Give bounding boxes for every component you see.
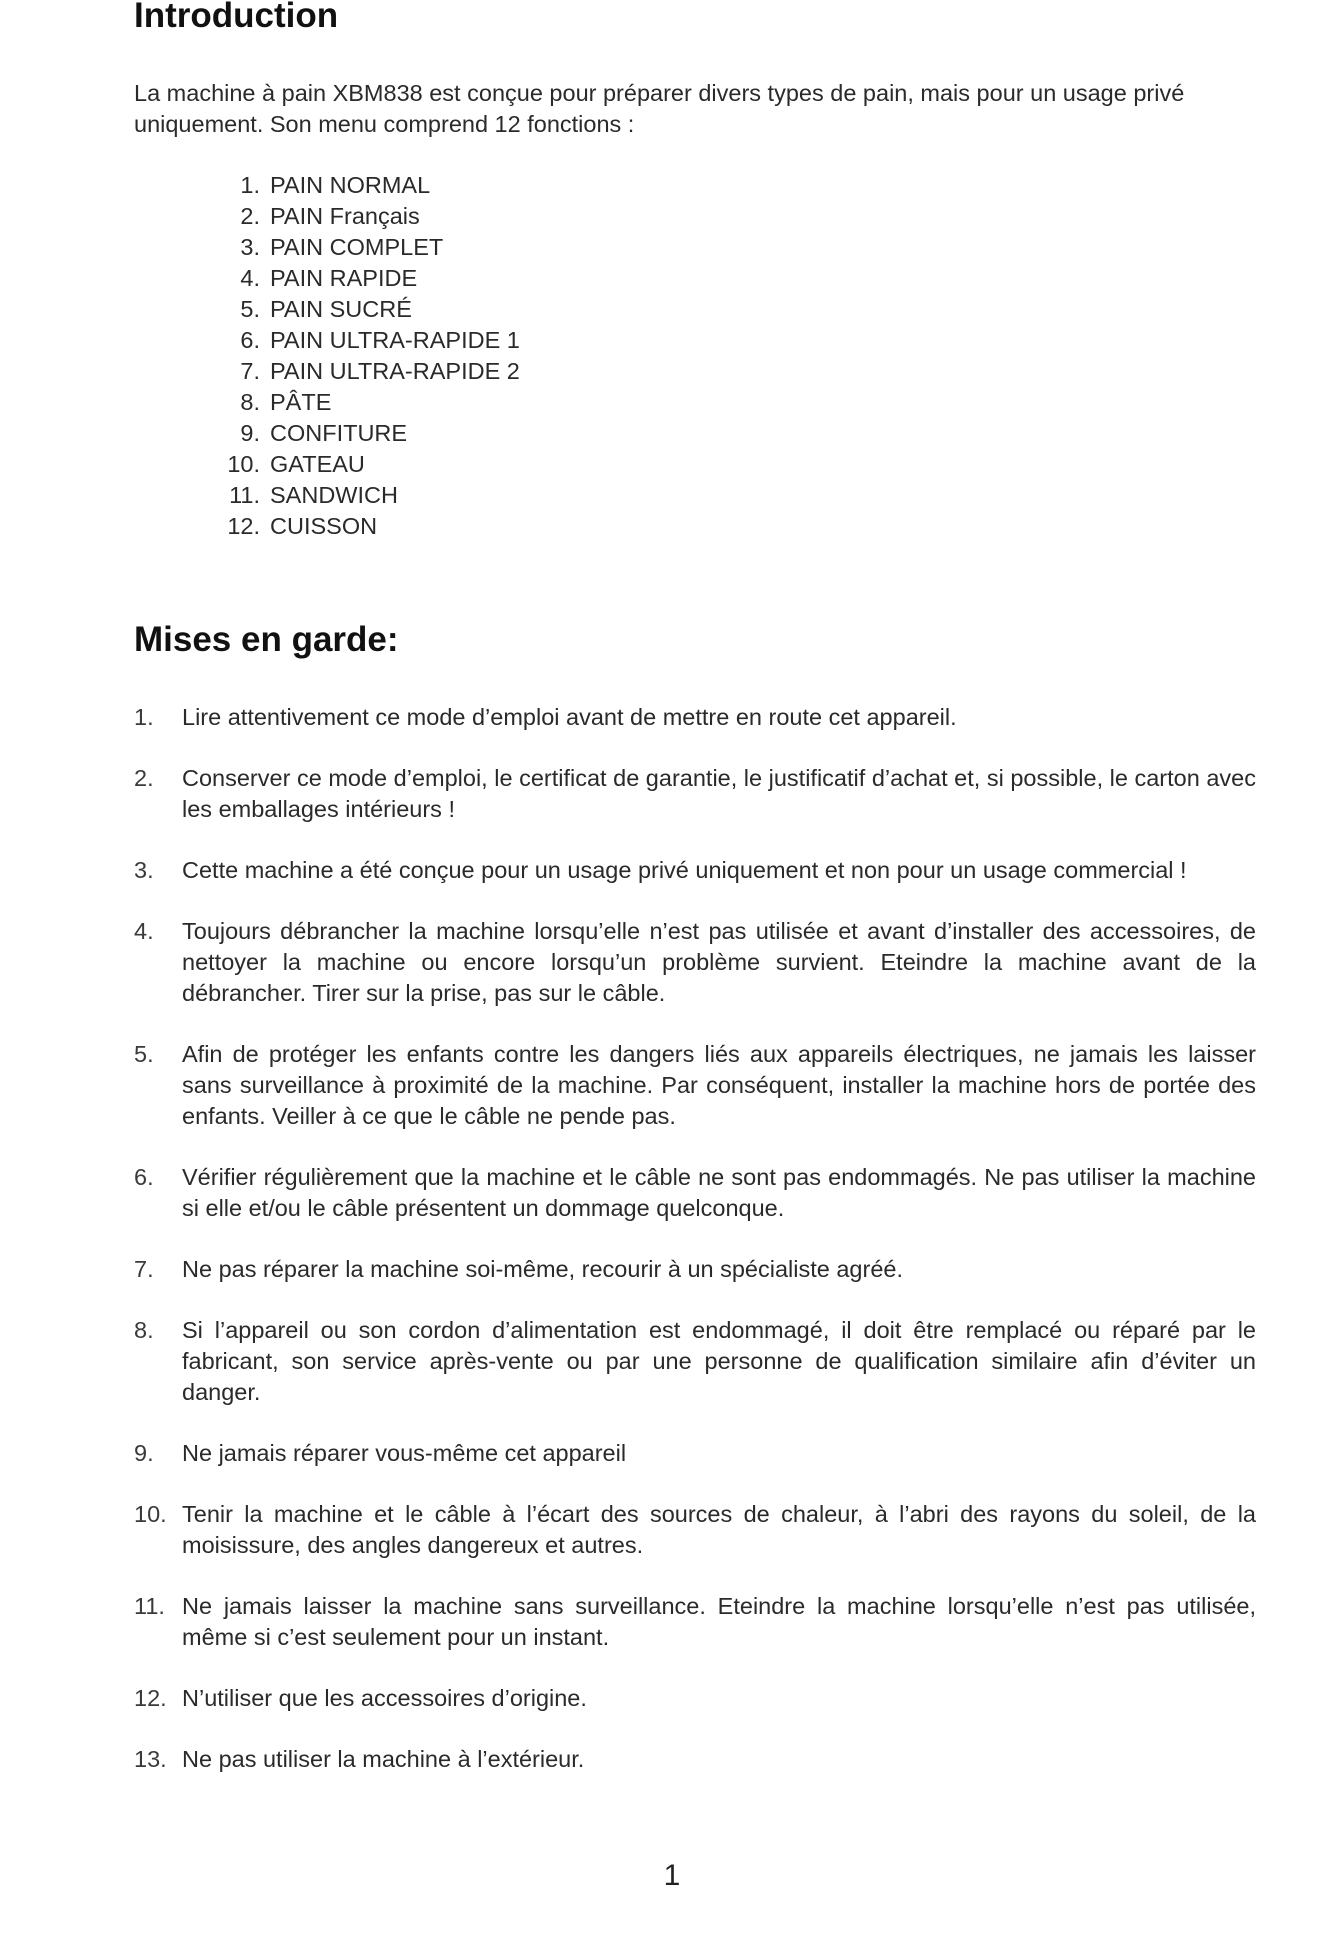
menu-item-number: 11. (229, 482, 260, 508)
warning-text: N’utiliser que les accessoires d’origine. (182, 1685, 587, 1711)
warning-item (134, 763, 1256, 825)
menu-item (226, 170, 520, 201)
warning-text: Lire attentivement ce mode d’emploi avant de mettre en route cet appareil. (182, 704, 957, 730)
menu-item (226, 263, 520, 294)
warning-number: 12. (134, 1685, 167, 1711)
menu-item-label: PAIN RAPIDE (270, 265, 418, 291)
menu-item (226, 387, 520, 418)
menu-item-label: PAIN COMPLET (270, 234, 444, 260)
warning-number: 8. (134, 1317, 154, 1343)
menu-item-number: 10. (227, 451, 260, 477)
menu-item-label: SANDWICH (270, 482, 398, 508)
warning-text: Tenir la machine et le câble à l’écart des sources de chaleur, à l’abri des rayons du soleil, de la moisissure, des angles dangereux et autres. (182, 1501, 1256, 1558)
warning-number: 1. (134, 704, 154, 730)
function-menu-list (226, 170, 520, 542)
warning-text: Vérifier régulièrement que la machine et le câble ne sont pas endommagés. Ne pas utiliser la machine si elle et/ou le câble présentent un dommage quelconque. (182, 1164, 1256, 1221)
menu-item-number: 4. (240, 265, 260, 291)
menu-item-label: PAIN SUCRÉ (270, 296, 412, 322)
warnings-list (134, 702, 1256, 1775)
menu-item-label: CUISSON (270, 513, 378, 539)
warning-item (134, 1315, 1256, 1408)
warning-item (134, 1039, 1256, 1132)
page-number: 1 (663, 1859, 681, 1892)
menu-item-number: 6. (240, 327, 260, 353)
menu-item-label: CONFITURE (270, 420, 408, 446)
menu-item-number: 8. (240, 389, 260, 415)
menu-item (226, 325, 520, 356)
menu-item-label: GATEAU (270, 451, 365, 477)
introduction-paragraph: La machine à pain XBM838 est conçue pour préparer divers types de pain, mais pour un usage privé uniquement. Son menu comprend 12 fonctions : (134, 80, 1185, 137)
warning-item (134, 916, 1256, 1009)
menu-item-label: PÂTE (270, 389, 332, 415)
warning-text: Ne pas réparer la machine soi-même, recourir à un spécialiste agréé. (182, 1256, 903, 1282)
menu-item (226, 449, 520, 480)
warning-number: 11. (134, 1593, 165, 1619)
warning-text: Toujours débrancher la machine lorsqu’elle n’est pas utilisée et avant d’installer des accessoires, de nettoyer la machine ou encore lorsqu’un problème survient. Eteindre la machine avant de la débrancher. Tirer sur la prise, pas sur le câble. (182, 918, 1256, 1006)
warning-number: 9. (134, 1440, 154, 1466)
warning-number: 10. (134, 1501, 167, 1527)
menu-item (226, 511, 520, 542)
warning-item (134, 1499, 1256, 1561)
warning-number: 4. (134, 918, 154, 944)
menu-item (226, 232, 520, 263)
warning-item (134, 1254, 1256, 1285)
warning-item (134, 702, 1256, 733)
warning-item (134, 1683, 1256, 1714)
warning-item (134, 1162, 1256, 1224)
menu-item-number: 9. (240, 420, 260, 446)
warning-text: Conserver ce mode d’emploi, le certificat de garantie, le justificatif d’achat et, si possible, le carton avec les emballages intérieurs ! (182, 765, 1256, 822)
menu-item-number: 7. (240, 358, 260, 384)
warning-item (134, 1438, 1256, 1469)
menu-item-label: PAIN ULTRA-RAPIDE 1 (270, 327, 520, 353)
menu-item (226, 356, 520, 387)
warning-text: Ne pas utiliser la machine à l’extérieur. (182, 1746, 585, 1772)
warning-number: 2. (134, 765, 154, 791)
warning-number: 3. (134, 857, 154, 883)
menu-item (226, 418, 520, 449)
warning-text: Cette machine a été conçue pour un usage privé uniquement et non pour un usage commercial ! (182, 857, 1187, 883)
warning-item (134, 1591, 1256, 1653)
menu-item-number: 2. (240, 203, 260, 229)
introduction-heading: Introduction (134, 0, 339, 35)
menu-item-label: PAIN NORMAL (270, 172, 431, 198)
warning-item (134, 855, 1256, 886)
warning-number: 13. (134, 1746, 167, 1772)
menu-item-number: 5. (240, 296, 260, 322)
menu-item (226, 201, 520, 232)
warning-text: Si l’appareil ou son cordon d’alimentation est endommagé, il doit être remplacé ou réparé par le fabricant, son service après-vente ou par une personne de qualification similaire afin d’éviter un danger. (182, 1317, 1256, 1405)
warning-text: Afin de protéger les enfants contre les dangers liés aux appareils électriques, ne jamais les laisser sans surveillance à proximité de la machine. Par conséquent, installer la machine hors de portée des enfants. Veiller à ce que le câble ne pende pas. (182, 1041, 1256, 1129)
menu-item-number: 12. (227, 513, 260, 539)
warning-item (134, 1744, 1256, 1775)
warning-text: Ne jamais réparer vous-même cet appareil (182, 1440, 627, 1466)
menu-item-number: 1. (240, 172, 260, 198)
warning-text: Ne jamais laisser la machine sans surveillance. Eteindre la machine lorsqu’elle n’est pas utilisée, même si c’est seulement pour un instant. (182, 1593, 1256, 1650)
menu-item-label: PAIN Français (270, 203, 420, 229)
menu-item (226, 294, 520, 325)
warning-number: 5. (134, 1041, 154, 1067)
menu-item-number: 3. (240, 234, 260, 260)
warning-number: 6. (134, 1164, 154, 1190)
warning-number: 7. (134, 1256, 154, 1282)
menu-item (226, 480, 520, 511)
warnings-heading: Mises en garde: (134, 620, 399, 659)
menu-item-label: PAIN ULTRA-RAPIDE 2 (270, 358, 520, 384)
